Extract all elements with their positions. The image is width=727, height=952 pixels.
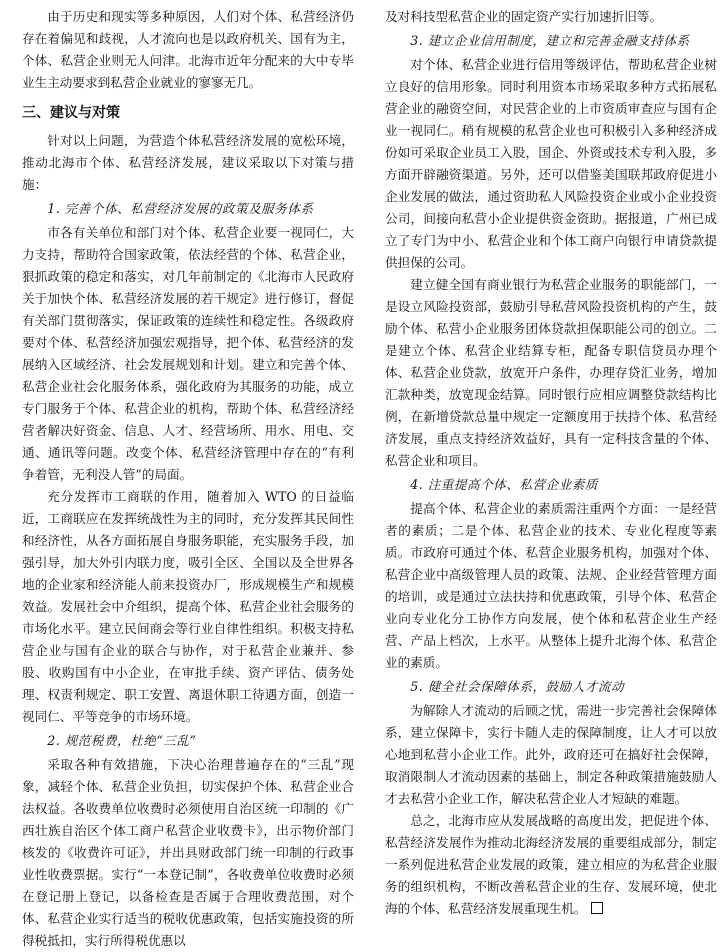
summary-paragraph [385,810,717,920]
subheading-2: 2. 规范税费，杜绝“三乱” [47,733,197,748]
paragraph-1a: 市各有关单位和部门对个体、私营企业要一视同仁，大力支持，帮助符合国家政策，依法经营的个体、私营企业，狠抓政策的稳定和落实，对几年前制定的《北海市人民政府关于加快个体、私营经济发展的若干规定》进行修订，督促有关部门贯彻落实，保证政策的连续性和稳定性。各级政府要对个体、私营经济加强宏观指导，把个体、私营经济的发展纳入区域经济、社会发展规划和计划。建立和完善个体、私营企业社会化服务体系，强化政府为其服务的功能，成立专门服务于个体、私营企业的机构，帮助个体、私营经济经营者解决好资金、信息、人才、经营场所、用水、用电、交通、通讯等问题。改变个体、私营经济管理中存在的“有利争着管，无利没人管”的局面。 [22,225,354,482]
paragraph-1b: 充分发挥市工商联的作用，随着加入 WTO 的日益临近，工商联应在发挥统战性为主的同时，充分发挥其民间性和经济性，从各方面拓展自身服务职能，充实服务手段，加强引导，加大外引内联力度，吸引全区、全国以及全世界各地的企业家和经济能人前来投资办厂，形成规模生产和规模效益。发展社会中介组织，提高个体、私营企业社会服务的市场化水平。建立民间商会等行业自律性组织。积极支持私营企业与国有企业的联合与协作，对于私营企业兼并、参股、收购国有中小企业，在审批手续、资产评估、债务处理、权责利规定、职工安置、离退休职工待遇方面，创造一视同仁、平等竞争的市场环境。 [22,489,354,724]
paragraph-3b: 建立健全国有商业银行为私营企业服务的职能部门，一是设立风险投资部，鼓励引导私营风险投资机构的产生，鼓励个体、私营小企业服务团体贷款担保职能公司的创立。二是建立个体、私营企业结算专柜，配备专职信贷员办理个体、私营企业贷款，放宽开户条件，办理存贷汇业务，增加汇款种类，放宽现金结算。同时银行应相应调整贷款结构比例，在新增贷款总量中规定一定额度用于扶持个体、私营经济发展，重点支持经济效益好，具有一定科技含量的个体、私营企业和项目。 [385,277,717,468]
left-column [22,6,354,948]
subheading-5: 5. 健全社会保障体系，鼓励人才流动 [410,679,625,694]
paragraph-4: 提高个体、私营企业的素质需注重两个方面：一是经营者的素质；二是个体、私营企业的技术、专业化程度等素质。市政府可通过个体、私营企业服务机构，加强对个体、私营企业中高级管理人员的政策、法规、企业经营管理方面的培训，或是通过立法扶持和优惠政策，引导个体、私营企业向专业化分工协作方向发展，使个体和私营企业生产经营、产品上档次，上水平。从整体上提升北海个体、私营企业的素质。 [385,501,717,670]
subheading-3: 3. 建立企业信用制度，建立和完善金融支持体系 [410,33,690,48]
end-of-article-mark [591,902,603,914]
section-heading: 三、建议与对策 [22,105,120,121]
subheading-4: 4. 注重提高个体、私营企业素质 [410,477,598,492]
paragraph-5: 为解除人才流动的后顾之忧，需进一步完善社会保障体系，建立保障卡，实行卡随人走的保障制度，让人才可以放心地到私营小企业工作。此外，政府还可在搞好社会保障，取消限制人才流动因素的基础上，制定各种政策措施鼓励人才去私营小企业工作，解决私营企业人才短缺的难题。 [385,703,717,806]
right-column [385,6,717,921]
paragraph-3a: 对个体、私营企业进行信用等级评估，帮助私营企业树立良好的信用形象。同时利用资本市场采取多种方式拓展私营企业的融资空间，对民营企业的上市资质审查应与国有企业一视同仁。稍有规模的私营企业也可积极引入多种经济成份如可采取企业员工入股，国企、外资或技术专利入股，多方面开辟融资渠道。另外，还可以借鉴美国联邦政府促进小企业发展的做法，通过资助私人风险投资企业或小企业投资公司，间接向私营小企业提供资金资助。据报道，广州已成立了专门为中小、私营企业和个体工商户向银行申请贷款提供担保的公司。 [385,57,717,270]
summary-text: 总之，北海市应从发展战略的高度出发，把促进个体、私营经济发展作为推动北海经济发展的重要组成部分，制定一系列促进私营企业发展的政策，建立相应的为私营企业服务的组织机构，不断改善私营企业的生存、发展环境，使北海的个体、私营经济发展重现生机。 [385,813,717,916]
continued-paragraph: 及对科技型私营企业的固定资产实行加速折旧等。 [385,9,663,24]
paragraph-2: 采取各种有效措施，下决心治理普遍存在的“三乱”现象，减轻个体、私营企业负担，切实保护个体、私营企业合法权益。各收费单位收费时必须使用自治区统一印制的《广西壮族自治区个体工商户私营企业收费卡》，出示物价部门核发的《收费许可证》，并出具财政部门统一印制的行政事业性收费票据。实行“一本登记制”，各收费单位收费时必须在登记册上登记，以备检查是否属于合理收费范围，对个体、私营企业实行适当的税收优惠政策，包括实施投资的所得税抵扣，实行所得税优惠以 [22,757,354,948]
intro-paragraph: 由于历史和现实等多种原因，人们对个体、私营经济仍存在着偏见和歧视，人才流向也是以政府机关、国有为主，个体、私营企业则无人问津。北海市近年分配来的大中专毕业生主动要求到私营企业就业的寥寥无几。 [22,9,354,90]
subheading-1: 1. 完善个体、私营经济发展的政策及服务体系 [47,201,314,216]
lead-paragraph: 针对以上问题，为营造个体私营经济发展的宽松环境，推动北海市个体、私营经济发展，建议采取以下对策与措施： [22,133,354,192]
